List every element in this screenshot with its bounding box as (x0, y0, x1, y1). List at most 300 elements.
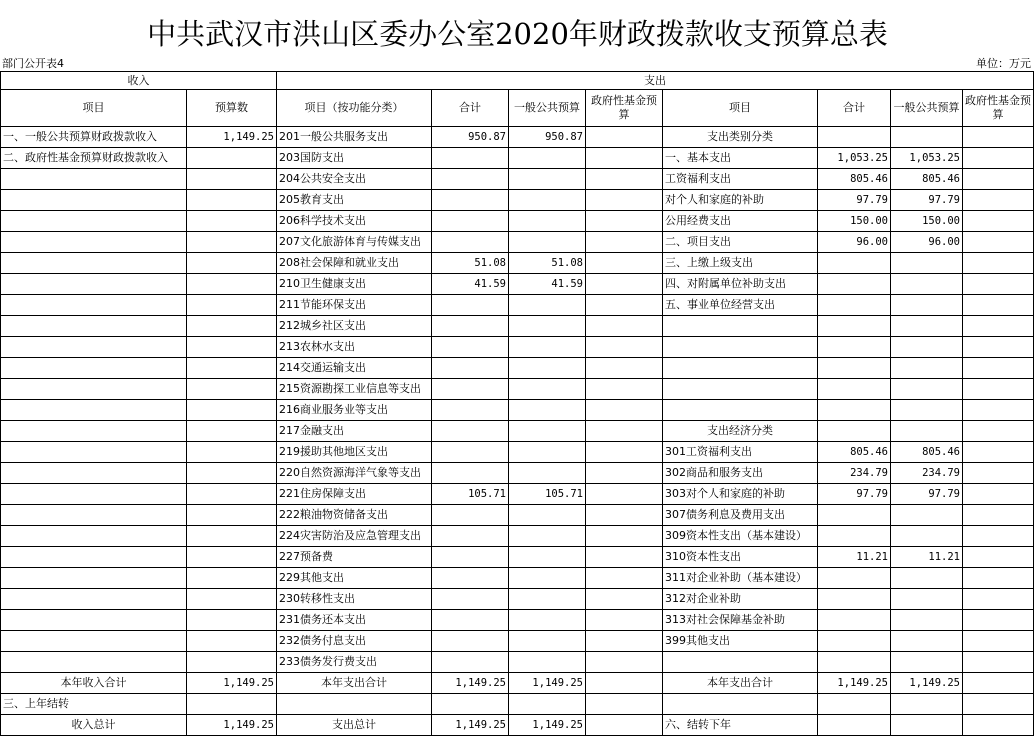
table-cell (963, 463, 1034, 484)
table-cell (963, 190, 1034, 211)
table-cell (1, 547, 187, 568)
budget-table (0, 71, 1034, 736)
table-cell (891, 379, 963, 400)
table-cell (963, 652, 1034, 673)
table-cell (586, 169, 663, 190)
table-cell (187, 295, 277, 316)
page-title: 中共武汉市洪山区委办公室2020年财政拨款收支预算总表 (147, 17, 888, 51)
table-cell (663, 694, 818, 715)
table-cell (891, 400, 963, 421)
table-cell (432, 463, 509, 484)
table-cell (586, 694, 663, 715)
table-cell (586, 673, 663, 694)
table-cell (818, 421, 891, 442)
table-cell: 11.21 (818, 547, 891, 568)
table-cell (963, 484, 1034, 505)
table-cell (891, 358, 963, 379)
table-cell (891, 421, 963, 442)
table-cell (818, 589, 891, 610)
table-cell: 214交通运输支出 (277, 358, 432, 379)
table-cell (432, 211, 509, 232)
table-cell (891, 316, 963, 337)
table-cell (586, 484, 663, 505)
table-cell: 805.46 (818, 442, 891, 463)
table-cell (818, 295, 891, 316)
table-cell (187, 379, 277, 400)
table-row (1, 631, 1034, 652)
table-cell: 312对企业补助 (663, 589, 818, 610)
table-cell: 105.71 (432, 484, 509, 505)
table-cell (663, 337, 818, 358)
table-cell: 四、对附属单位补助支出 (663, 274, 818, 295)
table-cell (432, 547, 509, 568)
table-cell: 一、一般公共预算财政拨款收入 (1, 127, 187, 148)
table-cell (663, 379, 818, 400)
table-cell: 公用经费支出 (663, 211, 818, 232)
table-cell (187, 400, 277, 421)
table-cell (586, 232, 663, 253)
table-cell (509, 631, 586, 652)
table-cell: 221住房保障支出 (277, 484, 432, 505)
table-cell: 310资本性支出 (663, 547, 818, 568)
table-cell (818, 526, 891, 547)
table-cell (187, 631, 277, 652)
table-cell: 三、上年结转 (1, 694, 187, 715)
table-cell: 11.21 (891, 547, 963, 568)
table-cell (663, 400, 818, 421)
table-cell (187, 274, 277, 295)
table-cell (1, 379, 187, 400)
col-item2: 项目 (663, 90, 818, 127)
table-cell (187, 190, 277, 211)
table-cell (432, 148, 509, 169)
table-cell (891, 295, 963, 316)
table-cell: 212城乡社区支出 (277, 316, 432, 337)
table-cell (509, 190, 586, 211)
col-total2: 合计 (818, 90, 891, 127)
table-cell (509, 358, 586, 379)
table-cell (187, 316, 277, 337)
table-row (1, 295, 1034, 316)
table-cell (818, 694, 891, 715)
table-cell (963, 526, 1034, 547)
table-row (1, 127, 1034, 148)
table-cell: 1,149.25 (432, 673, 509, 694)
table-cell: 805.46 (891, 442, 963, 463)
table-cell (963, 715, 1034, 736)
table-cell: 313对社会保障基金补助 (663, 610, 818, 631)
table-cell (663, 358, 818, 379)
table-cell (586, 211, 663, 232)
table-cell (1, 526, 187, 547)
table-cell (187, 148, 277, 169)
table-row (1, 694, 1034, 715)
table-cell (891, 337, 963, 358)
table-cell: 805.46 (891, 169, 963, 190)
table-cell: 二、项目支出 (663, 232, 818, 253)
table-cell (509, 169, 586, 190)
table-cell (187, 421, 277, 442)
table-cell (586, 400, 663, 421)
table-cell: 207文化旅游体育与传媒支出 (277, 232, 432, 253)
table-cell: 1,149.25 (187, 673, 277, 694)
table-cell (586, 379, 663, 400)
table-cell: 219援助其他地区支出 (277, 442, 432, 463)
table-row (1, 568, 1034, 589)
table-cell (509, 337, 586, 358)
table-cell (509, 316, 586, 337)
table-cell: 805.46 (818, 169, 891, 190)
table-row (1, 442, 1034, 463)
table-cell: 399其他支出 (663, 631, 818, 652)
table-cell (963, 295, 1034, 316)
table-cell (432, 190, 509, 211)
table-cell: 150.00 (891, 211, 963, 232)
table-cell (818, 316, 891, 337)
table-cell: 97.79 (818, 484, 891, 505)
table-cell (1, 631, 187, 652)
table-cell (509, 505, 586, 526)
table-cell (586, 610, 663, 631)
table-cell: 229其他支出 (277, 568, 432, 589)
table-cell (586, 526, 663, 547)
table-cell (891, 526, 963, 547)
table-cell (432, 358, 509, 379)
table-cell: 211节能环保支出 (277, 295, 432, 316)
table-cell: 51.08 (432, 253, 509, 274)
table-cell (509, 211, 586, 232)
table-cell (891, 274, 963, 295)
table-cell (1, 337, 187, 358)
table-cell (818, 253, 891, 274)
table-cell: 六、结转下年 (663, 715, 818, 736)
table-row (1, 316, 1034, 337)
table-row (1, 337, 1034, 358)
table-cell: 1,053.25 (891, 148, 963, 169)
table-cell (586, 421, 663, 442)
col-item: 项目 (1, 90, 187, 127)
table-cell (586, 316, 663, 337)
table-cell (187, 547, 277, 568)
table-cell: 1,149.25 (891, 673, 963, 694)
table-cell: 一、基本支出 (663, 148, 818, 169)
table-cell (187, 589, 277, 610)
table-cell (1, 316, 187, 337)
col-total: 合计 (432, 90, 509, 127)
table-cell (509, 232, 586, 253)
table-cell (818, 610, 891, 631)
col-fund2: 政府性基金预算 (963, 90, 1034, 127)
table-cell (187, 232, 277, 253)
table-cell (509, 610, 586, 631)
table-cell (963, 316, 1034, 337)
table-cell (818, 715, 891, 736)
table-row (1, 274, 1034, 295)
table-cell (187, 505, 277, 526)
form-number: 部门公开表4 (2, 57, 64, 70)
table-cell (586, 715, 663, 736)
table-cell (1, 463, 187, 484)
table-cell: 97.79 (891, 484, 963, 505)
table-cell: 本年支出合计 (663, 673, 818, 694)
table-cell (586, 274, 663, 295)
table-cell (963, 442, 1034, 463)
table-cell (586, 589, 663, 610)
table-row (1, 505, 1034, 526)
table-cell (963, 673, 1034, 694)
table-cell (818, 337, 891, 358)
table-cell (187, 610, 277, 631)
table-cell: 311对企业补助（基本建设） (663, 568, 818, 589)
table-cell (818, 652, 891, 673)
col-func-item: 项目（按功能分类） (277, 90, 432, 127)
table-cell (432, 652, 509, 673)
table-cell (818, 568, 891, 589)
table-cell (1, 484, 187, 505)
table-cell (1, 589, 187, 610)
table-cell: 950.87 (509, 127, 586, 148)
table-cell (586, 568, 663, 589)
table-cell (586, 631, 663, 652)
table-cell (187, 652, 277, 673)
table-cell: 支出总计 (277, 715, 432, 736)
table-row (1, 715, 1034, 736)
table-cell (586, 253, 663, 274)
table-cell: 303对个人和家庭的补助 (663, 484, 818, 505)
table-cell: 1,149.25 (187, 715, 277, 736)
table-cell: 216商业服务业等支出 (277, 400, 432, 421)
table-cell (1, 421, 187, 442)
unit-label: 单位：万元 (976, 57, 1031, 70)
table-cell (1, 568, 187, 589)
table-cell: 215资源勘探工业信息等支出 (277, 379, 432, 400)
table-cell (963, 568, 1034, 589)
table-row (1, 358, 1034, 379)
table-cell: 本年收入合计 (1, 673, 187, 694)
table-cell (509, 526, 586, 547)
table-row (1, 190, 1034, 211)
col-general: 一般公共预算 (509, 90, 586, 127)
table-cell: 210卫生健康支出 (277, 274, 432, 295)
expense-header: 支出 (277, 72, 1034, 90)
table-cell: 工资福利支出 (663, 169, 818, 190)
table-row (1, 232, 1034, 253)
table-cell (432, 589, 509, 610)
col-budget: 预算数 (187, 90, 277, 127)
table-cell: 96.00 (818, 232, 891, 253)
table-cell: 150.00 (818, 211, 891, 232)
table-cell (432, 526, 509, 547)
table-cell (586, 337, 663, 358)
table-row (1, 211, 1034, 232)
table-row (1, 379, 1034, 400)
table-cell (963, 421, 1034, 442)
table-cell: 307债务利息及费用支出 (663, 505, 818, 526)
table-cell (509, 589, 586, 610)
table-cell: 支出经济分类 (663, 421, 818, 442)
table-cell (963, 337, 1034, 358)
table-cell: 201一般公共服务支出 (277, 127, 432, 148)
table-cell (1, 190, 187, 211)
table-cell (1, 211, 187, 232)
table-row (1, 673, 1034, 694)
table-cell (586, 505, 663, 526)
table-cell: 二、政府性基金预算财政拨款收入 (1, 148, 187, 169)
table-cell (509, 295, 586, 316)
table-row (1, 421, 1034, 442)
table-cell (963, 358, 1034, 379)
table-cell (432, 631, 509, 652)
table-row (1, 484, 1034, 505)
table-cell (586, 442, 663, 463)
table-cell (187, 442, 277, 463)
table-cell (187, 169, 277, 190)
table-cell (891, 127, 963, 148)
table-cell: 234.79 (818, 463, 891, 484)
table-cell (1, 610, 187, 631)
table-cell (586, 127, 663, 148)
table-cell: 97.79 (818, 190, 891, 211)
table-cell: 51.08 (509, 253, 586, 274)
table-cell (1, 505, 187, 526)
table-row (1, 526, 1034, 547)
table-cell (1, 442, 187, 463)
table-cell: 208社会保障和就业支出 (277, 253, 432, 274)
table-cell (509, 568, 586, 589)
table-cell (509, 442, 586, 463)
table-cell (1, 400, 187, 421)
table-cell: 五、事业单位经营支出 (663, 295, 818, 316)
table-cell: 220自然资源海洋气象等支出 (277, 463, 432, 484)
table-cell (432, 421, 509, 442)
table-cell: 1,149.25 (818, 673, 891, 694)
table-cell (891, 568, 963, 589)
table-cell: 41.59 (509, 274, 586, 295)
col-fund: 政府性基金预算 (586, 90, 663, 127)
table-cell (963, 400, 1034, 421)
table-cell: 203国防支出 (277, 148, 432, 169)
table-cell (963, 274, 1034, 295)
table-cell (586, 190, 663, 211)
table-cell (277, 694, 432, 715)
table-cell: 204公共安全支出 (277, 169, 432, 190)
table-cell (432, 694, 509, 715)
table-cell: 232债务付息支出 (277, 631, 432, 652)
table-cell: 227预备费 (277, 547, 432, 568)
table-cell (187, 484, 277, 505)
table-cell (187, 526, 277, 547)
table-cell: 105.71 (509, 484, 586, 505)
table-cell (891, 589, 963, 610)
table-cell (963, 379, 1034, 400)
table-row (1, 547, 1034, 568)
table-cell (1, 358, 187, 379)
table-row (1, 652, 1034, 673)
table-cell: 1,149.25 (432, 715, 509, 736)
table-cell: 1,149.25 (509, 673, 586, 694)
table-cell (432, 400, 509, 421)
table-cell (509, 148, 586, 169)
table-cell: 302商品和服务支出 (663, 463, 818, 484)
table-cell: 950.87 (432, 127, 509, 148)
table-cell: 1,053.25 (818, 148, 891, 169)
table-cell (187, 253, 277, 274)
table-cell (1, 232, 187, 253)
table-row (1, 253, 1034, 274)
table-cell: 230转移性支出 (277, 589, 432, 610)
table-cell (818, 400, 891, 421)
table-cell (891, 610, 963, 631)
table-cell (663, 316, 818, 337)
table-cell: 对个人和家庭的补助 (663, 190, 818, 211)
table-cell (1, 274, 187, 295)
table-row (1, 610, 1034, 631)
table-cell (891, 505, 963, 526)
table-cell (509, 652, 586, 673)
table-cell (818, 505, 891, 526)
table-cell (963, 253, 1034, 274)
table-cell (432, 337, 509, 358)
table-cell (509, 400, 586, 421)
table-row (1, 589, 1034, 610)
table-cell (963, 127, 1034, 148)
table-cell (963, 505, 1034, 526)
table-cell (187, 694, 277, 715)
table-cell: 三、上缴上级支出 (663, 253, 818, 274)
table-cell (432, 379, 509, 400)
table-cell (891, 631, 963, 652)
table-cell (187, 463, 277, 484)
table-cell (818, 274, 891, 295)
table-cell (509, 694, 586, 715)
table-cell: 205教育支出 (277, 190, 432, 211)
table-cell (432, 442, 509, 463)
table-cell (818, 358, 891, 379)
table-cell (963, 589, 1034, 610)
table-cell (187, 211, 277, 232)
table-row (1, 148, 1034, 169)
table-cell (187, 358, 277, 379)
table-cell (963, 631, 1034, 652)
table-cell (891, 694, 963, 715)
table-cell (432, 505, 509, 526)
table-cell (963, 547, 1034, 568)
table-cell: 96.00 (891, 232, 963, 253)
table-cell (963, 169, 1034, 190)
table-cell: 217金融支出 (277, 421, 432, 442)
table-cell (891, 652, 963, 673)
table-cell (891, 715, 963, 736)
table-row (1, 400, 1034, 421)
table-cell (891, 253, 963, 274)
table-cell (963, 211, 1034, 232)
col-general2: 一般公共预算 (891, 90, 963, 127)
table-cell (963, 694, 1034, 715)
table-cell (663, 652, 818, 673)
table-cell: 1,149.25 (187, 127, 277, 148)
table-cell (586, 547, 663, 568)
table-cell (509, 379, 586, 400)
table-cell (963, 148, 1034, 169)
table-cell: 301工资福利支出 (663, 442, 818, 463)
table-cell (586, 652, 663, 673)
table-row (1, 169, 1034, 190)
table-cell (432, 295, 509, 316)
table-cell (963, 232, 1034, 253)
table-cell: 224灾害防治及应急管理支出 (277, 526, 432, 547)
table-cell: 231债务还本支出 (277, 610, 432, 631)
table-cell: 本年支出合计 (277, 673, 432, 694)
